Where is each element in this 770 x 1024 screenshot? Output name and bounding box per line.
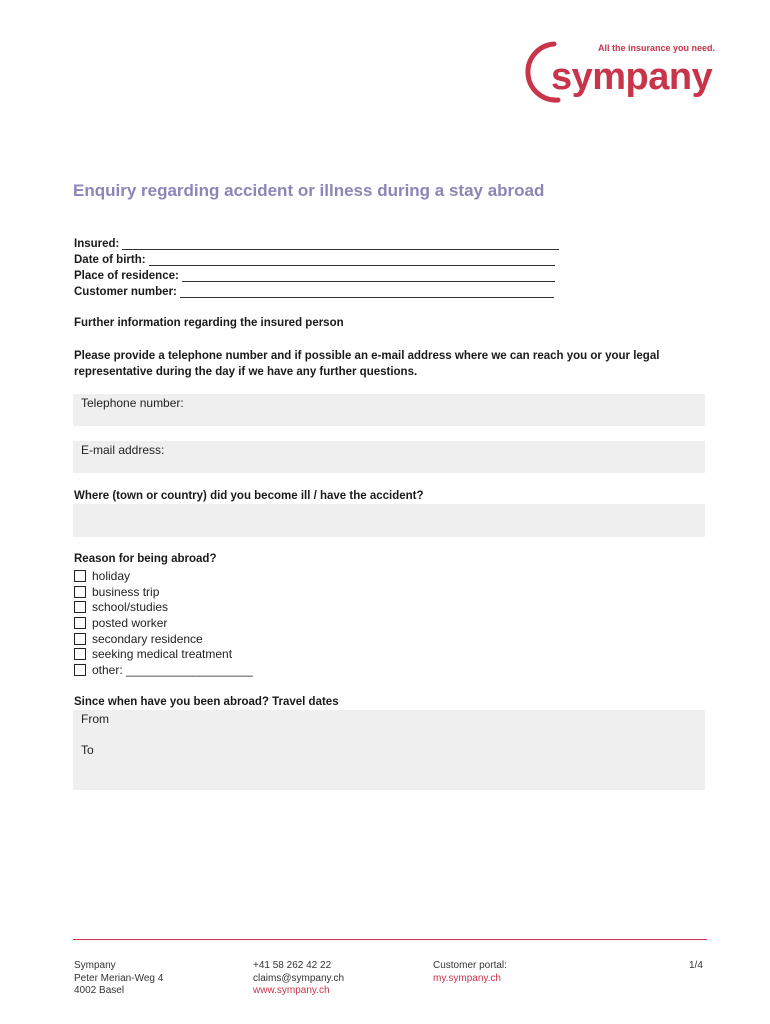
travel-dates-box[interactable] (73, 710, 705, 790)
reason-heading: Reason for being abroad? (74, 553, 217, 565)
footer-contact (253, 960, 344, 998)
footer-city: 4002 Basel (74, 985, 125, 996)
date-of-birth-field[interactable] (74, 254, 555, 266)
checkbox[interactable] (74, 570, 86, 582)
checkbox[interactable] (74, 586, 86, 598)
location-box[interactable] (73, 504, 705, 537)
telephone-box[interactable] (73, 394, 705, 426)
insured-field[interactable] (74, 238, 559, 250)
footer-company: Sympany (74, 960, 116, 971)
customer-number-line[interactable] (180, 287, 554, 298)
reason-option-business-trip[interactable]: business trip (74, 584, 253, 600)
email-label: E-mail address: (81, 443, 165, 457)
page-number: 1/4 (689, 960, 703, 971)
date-of-birth-line[interactable] (149, 255, 555, 266)
footer-divider (73, 939, 707, 940)
checkbox[interactable] (74, 617, 86, 629)
place-of-residence-field[interactable] (74, 270, 555, 282)
insured-line[interactable] (122, 239, 559, 250)
customer-number-label: Customer number: (74, 286, 177, 298)
footer-email[interactable]: claims@sympany.ch (253, 972, 345, 984)
checkbox[interactable] (74, 664, 86, 676)
reason-option-seeking-medical-treatment[interactable]: seeking medical treatment (74, 646, 253, 662)
footer-portal (433, 960, 507, 985)
location-question: Where (town or country) did you become ill / have the accident? (74, 490, 424, 502)
place-of-residence-line[interactable] (182, 271, 555, 282)
telephone-label: Telephone number: (81, 396, 184, 410)
place-of-residence-label: Place of residence: (74, 270, 179, 282)
from-label: From (81, 712, 109, 726)
brand-tagline: All the insurance you need. (598, 43, 716, 53)
footer-street: Peter Merian-Weg 4 (74, 972, 164, 984)
customer-number-field[interactable] (74, 286, 554, 298)
further-info-heading: Further information regarding the insured person (74, 317, 344, 329)
sympany-logo-text: sympany (551, 56, 713, 98)
date-of-birth-label: Date of birth: (74, 254, 146, 266)
reason-option-posted-worker[interactable]: posted worker (74, 615, 253, 631)
contact-request-text: Please provide a telephone number and if possible an e-mail address where we can reach you or your legal representative during the day if we have any further questions. (74, 350, 660, 378)
reason-option-other[interactable]: other: ___________________ (74, 662, 253, 678)
insured-label: Insured: (74, 238, 120, 250)
footer-address (74, 960, 163, 998)
reason-options (74, 568, 253, 678)
reason-option-holiday[interactable]: holiday (74, 568, 253, 584)
checkbox[interactable] (74, 633, 86, 645)
footer-portal-label: Customer portal: (433, 960, 507, 971)
travel-heading: Since when have you been abroad? Travel dates (74, 696, 339, 708)
footer-phone: +41 58 262 42 22 (253, 960, 332, 971)
page-title: Enquiry regarding accident or illness during a stay abroad (73, 181, 545, 200)
checkbox[interactable] (74, 601, 86, 613)
reason-option-school-studies[interactable]: school/studies (74, 599, 253, 615)
email-box[interactable] (73, 441, 705, 473)
to-label: To (81, 743, 94, 757)
footer-portal-link[interactable]: my.sympany.ch (433, 972, 501, 984)
reason-option-secondary-residence[interactable]: secondary residence (74, 631, 253, 647)
checkbox[interactable] (74, 648, 86, 660)
footer-website-link[interactable]: www.sympany.ch (253, 985, 330, 996)
